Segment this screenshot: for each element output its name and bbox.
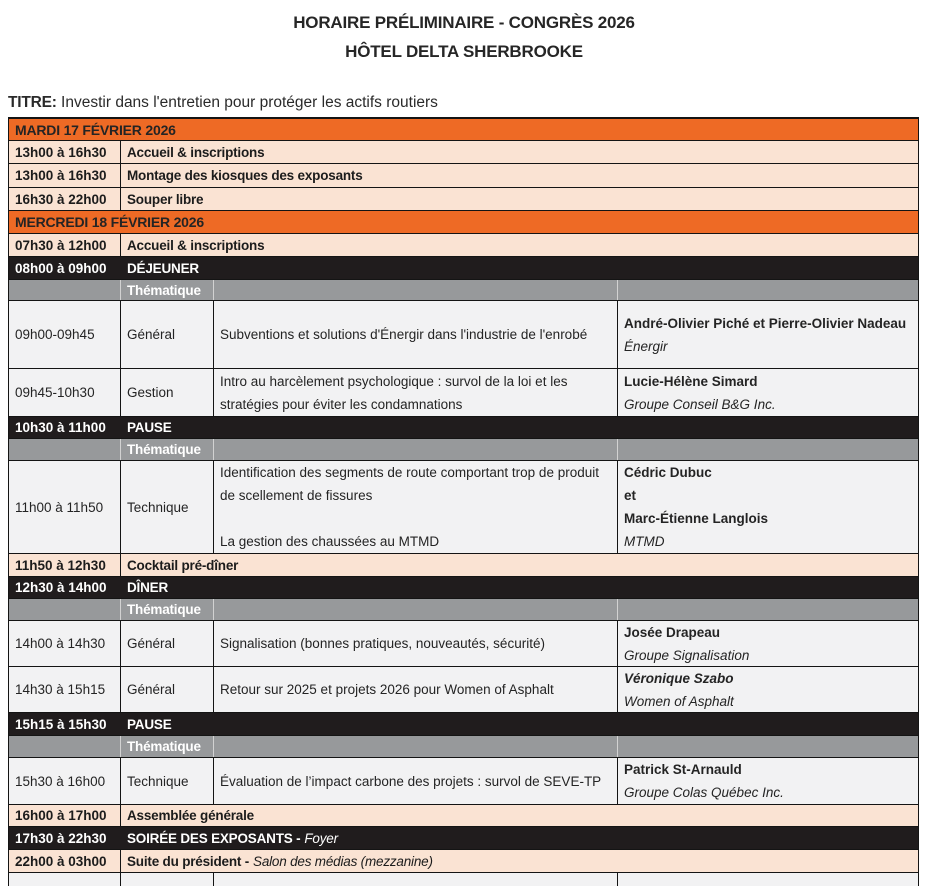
event-label-text: Cocktail pré-dîner: [127, 557, 239, 573]
time-cell: 08h00 à 09h00: [15, 260, 107, 276]
table-row-meal: [9, 257, 918, 280]
empty-desc-cell: [214, 736, 618, 757]
speaker-name: Cédric Dubuc: [624, 465, 712, 480]
event-label-text: SOIRÉE DES EXPOSANTS -: [127, 830, 301, 846]
empty-time-cell: [9, 599, 121, 620]
speaker-name: Véronique Szabo: [624, 670, 734, 686]
table-row-simple: [9, 188, 918, 211]
time-cell: 16h30 à 22h00: [9, 188, 121, 210]
time-cell: 12h30 à 14h00: [15, 580, 107, 595]
table-row-theme: [9, 736, 918, 758]
table-row-simple: [9, 554, 918, 577]
event-label: [121, 827, 918, 849]
event-label-text: Souper libre: [127, 191, 204, 207]
table-row-partial: [9, 873, 918, 886]
description-line: Signalisation (bonnes pratiques, nouveautés, sécurité): [220, 636, 545, 651]
speaker-affiliation: Groupe Conseil B&G Inc.: [624, 396, 776, 412]
table-row-day: [9, 119, 918, 141]
time-cell: 15h30 à 16h00: [9, 758, 121, 804]
time-cell: 11h00 à 11h50: [9, 461, 121, 553]
empty-desc-cell: [214, 873, 618, 886]
event-label-text: Suite du président -: [127, 853, 250, 869]
event-location-text: Foyer: [304, 830, 338, 846]
congress-theme-line: [8, 94, 928, 112]
table-row-theme: [9, 439, 918, 461]
category-cell: Général: [121, 301, 214, 368]
category-cell: Gestion: [121, 369, 214, 416]
theme-row-label: Thématique: [121, 736, 214, 757]
event-label: [121, 554, 918, 576]
description-line: Identification des segments de route comportant trop de produit de scellement de fissures: [220, 465, 599, 503]
description-line: La gestion des chaussées au MTMD: [220, 534, 440, 549]
document-header: [0, 0, 928, 112]
speaker-cell: [618, 621, 918, 666]
event-label-text: Montage des kiosques des exposants: [127, 168, 363, 183]
table-row-session: [9, 461, 918, 554]
event-label: [121, 164, 918, 187]
table-row-session: [9, 301, 918, 369]
table-row-simple: [9, 234, 918, 257]
event-label-text: PAUSE: [127, 420, 172, 435]
empty-time-cell: [9, 736, 121, 757]
event-label-text: PAUSE: [127, 716, 172, 732]
speaker-name: Patrick St-Arnauld: [624, 762, 742, 777]
empty-speaker-cell: [618, 873, 918, 886]
time-cell: 14h30 à 15h15: [9, 667, 121, 712]
event-label: [121, 577, 918, 598]
speaker-name: Lucie-Hélène Simard: [624, 373, 758, 389]
event-label: [121, 234, 918, 256]
table-row-session: [9, 667, 918, 713]
table-row-simple: [9, 850, 918, 873]
speaker-name: Marc-Étienne Langlois: [624, 511, 769, 526]
speaker-cell: [618, 369, 918, 416]
session-description-cell: [214, 621, 618, 666]
time-cell: 13h00 à 16h30: [9, 164, 121, 187]
event-label-text: Accueil & inscriptions: [127, 237, 265, 253]
event-label: [121, 188, 918, 210]
session-description-cell: [214, 758, 618, 804]
page-subtitle-venue: HÔTEL DELTA SHERBROOKE: [345, 42, 583, 61]
speaker-affiliation: MTMD: [624, 534, 665, 549]
description-line: [220, 507, 611, 530]
speaker-name: et: [624, 488, 637, 503]
event-label-text: Accueil & inscriptions: [127, 144, 265, 160]
time-cell: 09h45-10h30: [9, 369, 121, 416]
empty-desc-cell: [214, 599, 618, 620]
description-line: Subventions et solutions d'Énergir dans l'industrie de l'enrobé: [220, 327, 588, 342]
empty-category-cell: [121, 873, 214, 886]
event-label-text: DÎNER: [127, 580, 169, 595]
empty-time-cell: [9, 280, 121, 300]
time-cell: 13h00 à 16h30: [9, 141, 121, 163]
table-row-session: [9, 621, 918, 667]
time-cell: 10h30 à 11h00: [15, 420, 106, 435]
session-description-cell: [214, 667, 618, 712]
speaker-cell: [618, 758, 918, 804]
table-row-meal: [9, 713, 918, 736]
empty-desc-cell: [214, 439, 618, 460]
theme-label: TITRE:: [8, 94, 57, 111]
empty-speaker-cell: [618, 439, 918, 460]
speaker-name: Josée Drapeau: [624, 624, 721, 640]
event-label-text: Assemblée générale: [127, 808, 254, 823]
table-row-session: [9, 758, 918, 805]
theme-row-label: Thématique: [121, 439, 214, 460]
category-cell: Général: [121, 667, 214, 712]
event-label: [121, 141, 918, 163]
speaker-cell: [618, 461, 918, 553]
event-label: [121, 850, 918, 872]
schedule-table: [8, 117, 919, 886]
table-row-simple: [9, 141, 918, 164]
event-label: [121, 805, 918, 826]
speaker-cell: [618, 667, 918, 712]
session-description-cell: [214, 461, 618, 553]
empty-speaker-cell: [618, 280, 918, 300]
empty-time-cell: [9, 439, 121, 460]
category-cell: Technique: [121, 758, 214, 804]
time-cell: 11h50 à 12h30: [9, 554, 121, 576]
category-cell: Technique: [121, 461, 214, 553]
session-description-cell: [214, 369, 618, 416]
empty-time-cell: [9, 873, 121, 886]
description-line: Retour sur 2025 et projets 2026 pour Women of Asphalt: [220, 682, 554, 697]
time-cell: 07h30 à 12h00: [9, 234, 121, 256]
table-row-meal: [9, 417, 918, 439]
speaker-affiliation: Énergir: [624, 338, 668, 354]
time-cell: 14h00 à 14h30: [9, 621, 121, 666]
time-cell: 16h00 à 17h00: [9, 805, 121, 826]
description-line: Intro au harcèlement psychologique : survol de la loi et les stratégies pour éviter les condamnations: [220, 373, 568, 412]
speaker-affiliation: Groupe Signalisation: [624, 647, 750, 663]
event-label: [121, 257, 918, 279]
time-cell: 17h30 à 22h30: [15, 830, 107, 846]
page-title: HORAIRE PRÉLIMINAIRE - CONGRÈS 2026: [293, 13, 635, 32]
day-header-label: MERCREDI 18 FÉVRIER 2026: [15, 214, 204, 230]
time-cell: 09h00-09h45: [9, 301, 121, 368]
table-row-meal: [9, 577, 918, 599]
table-row-meal: [9, 827, 918, 850]
event-location-text: Salon des médias (mezzanine): [253, 853, 433, 869]
event-label: [121, 417, 918, 438]
empty-speaker-cell: [618, 736, 918, 757]
time-cell: 15h15 à 15h30: [15, 716, 107, 732]
table-row-day: [9, 211, 918, 234]
theme-text: Investir dans l'entretien pour protéger les actifs routiers: [56, 94, 438, 111]
event-label-text: DÉJEUNER: [127, 260, 199, 276]
speaker-name: André-Olivier Piché et Pierre-Olivier Nadeau: [624, 315, 907, 331]
speaker-cell: [618, 301, 918, 368]
empty-desc-cell: [214, 280, 618, 300]
day-header-label: MARDI 17 FÉVRIER 2026: [15, 121, 176, 138]
speaker-affiliation: Groupe Colas Québec Inc.: [624, 785, 784, 800]
theme-row-label: Thématique: [121, 280, 214, 300]
table-row-theme: [9, 599, 918, 621]
time-cell: 22h00 à 03h00: [9, 850, 121, 872]
description-line: Évaluation de l’impact carbone des projets : survol de SEVE-TP: [220, 773, 602, 789]
session-description-cell: [214, 301, 618, 368]
speaker-affiliation: Women of Asphalt: [624, 693, 734, 709]
table-row-simple: [9, 164, 918, 188]
category-cell: Général: [121, 621, 214, 666]
event-label: [121, 713, 918, 735]
table-row-theme: [9, 280, 918, 301]
table-row-simple: [9, 805, 918, 827]
table-row-session: [9, 369, 918, 417]
theme-row-label: Thématique: [121, 599, 214, 620]
empty-speaker-cell: [618, 599, 918, 620]
